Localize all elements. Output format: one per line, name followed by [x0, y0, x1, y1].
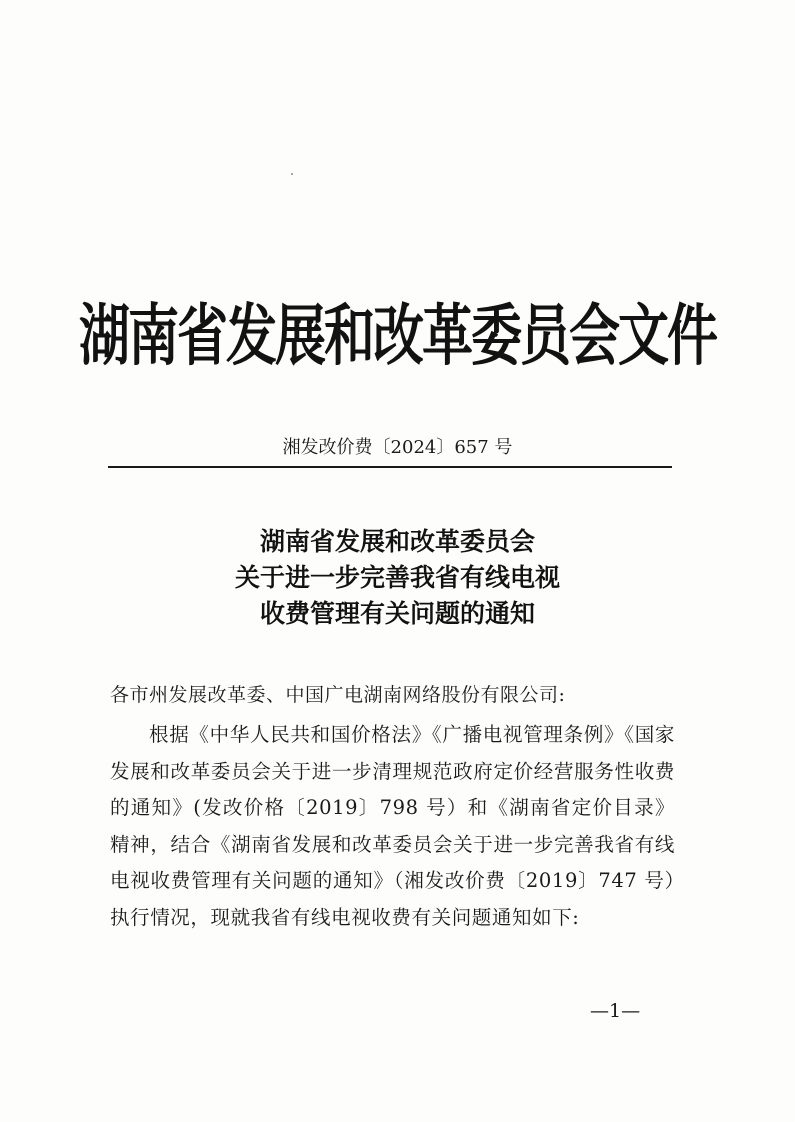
- page-number: —1—: [590, 1000, 641, 1022]
- header-divider: [108, 466, 672, 468]
- document-header-title: 湖南省发展和改革委员会文件: [78, 298, 716, 376]
- notice-title: [0, 524, 795, 632]
- notice-title-line: 关于进一步完善我省有线电视: [234, 563, 560, 592]
- body-paragraph: 根据《中华人民共和国价格法》《广播电视管理条例》《国家发展和改革委员会关于进一步清理规范政府定价经营服务性收费的通知》(发改价格〔2019〕798 号）和《湖南省定价目录》精神，结合《湖南省发展和改革委员会关于进一步完善我省有线电视收费管理有关问题的通知》（湘发改价费〔2019〕747 号）执行情况，现就我省有线电视收费有关问题通知如下:: [110, 723, 675, 929]
- scan-speck: [291, 173, 293, 175]
- notice-title-line: 收费管理有关问题的通知: [259, 599, 535, 628]
- document-number: 湘发改价费〔2024〕657 号: [282, 437, 513, 458]
- notice-title-line: 湖南省发展和改革委员会: [259, 527, 535, 556]
- salutation: 各市州发展改革委、中国广电湖南网络股份有限公司:: [110, 684, 566, 706]
